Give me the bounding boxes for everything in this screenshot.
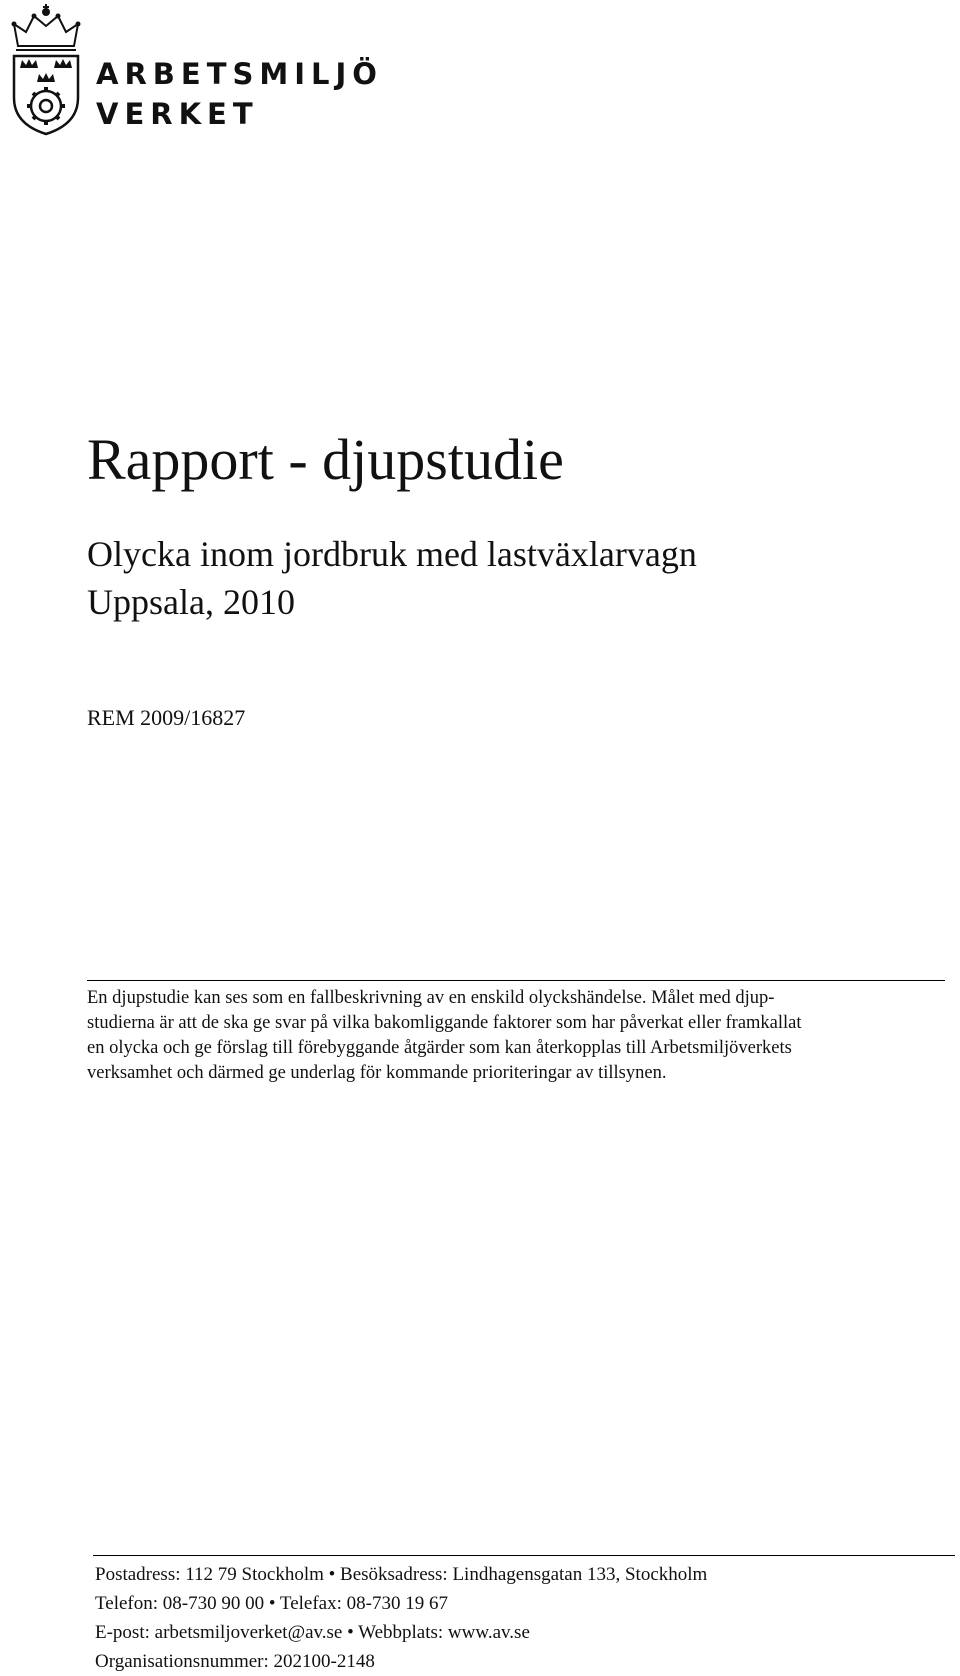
intro-paragraph: [87, 986, 957, 1086]
subtitle-line-1: Olycka inom jordbruk med lastväxlarvagn: [87, 534, 697, 574]
intro-divider: [87, 980, 945, 981]
footer-divider: [93, 1555, 955, 1556]
footer-email-web: E-post: arbetsmiljoverket@av.se • Webbplats: www.av.se: [95, 1622, 530, 1643]
royal-crest-icon: [4, 2, 88, 137]
subtitle-line-2: Uppsala, 2010: [87, 582, 295, 622]
footer-postal-address: Postadress: 112 79 Stockholm • Besöksadress: Lindhagensgatan 133, Stockholm: [95, 1564, 708, 1585]
intro-line: en olycka och ge förslag till förebyggande åtgärder som kan återkopplas till Arbetsmiljöverkets: [87, 1038, 792, 1058]
intro-line: verksamhet och därmed ge underlag för kommande prioriteringar av tillsynen.: [87, 1063, 667, 1083]
logo-line-2: VERKET: [96, 97, 259, 131]
logo-line-1: ARBETSMILJÖ: [96, 57, 383, 91]
report-title: Rapport - djupstudie: [87, 427, 564, 492]
reference-number: REM 2009/16827: [87, 705, 246, 730]
intro-line: studierna är att de ska ge svar på vilka bakomliggande faktorer som har påverkat eller framkallat: [87, 1013, 802, 1033]
logo-wordmark: [96, 54, 383, 134]
agency-logo: [4, 2, 383, 137]
report-subtitle: [87, 530, 697, 626]
contact-footer: [95, 1560, 955, 1676]
footer-phone: Telefon: 08-730 90 00 • Telefax: 08-730 19 67: [95, 1593, 448, 1614]
footer-org-number: Organisationsnummer: 202100-2148: [95, 1651, 375, 1672]
intro-line: En djupstudie kan ses som en fallbeskrivning av en enskild olyckshändelse. Målet med djup-: [87, 988, 775, 1008]
